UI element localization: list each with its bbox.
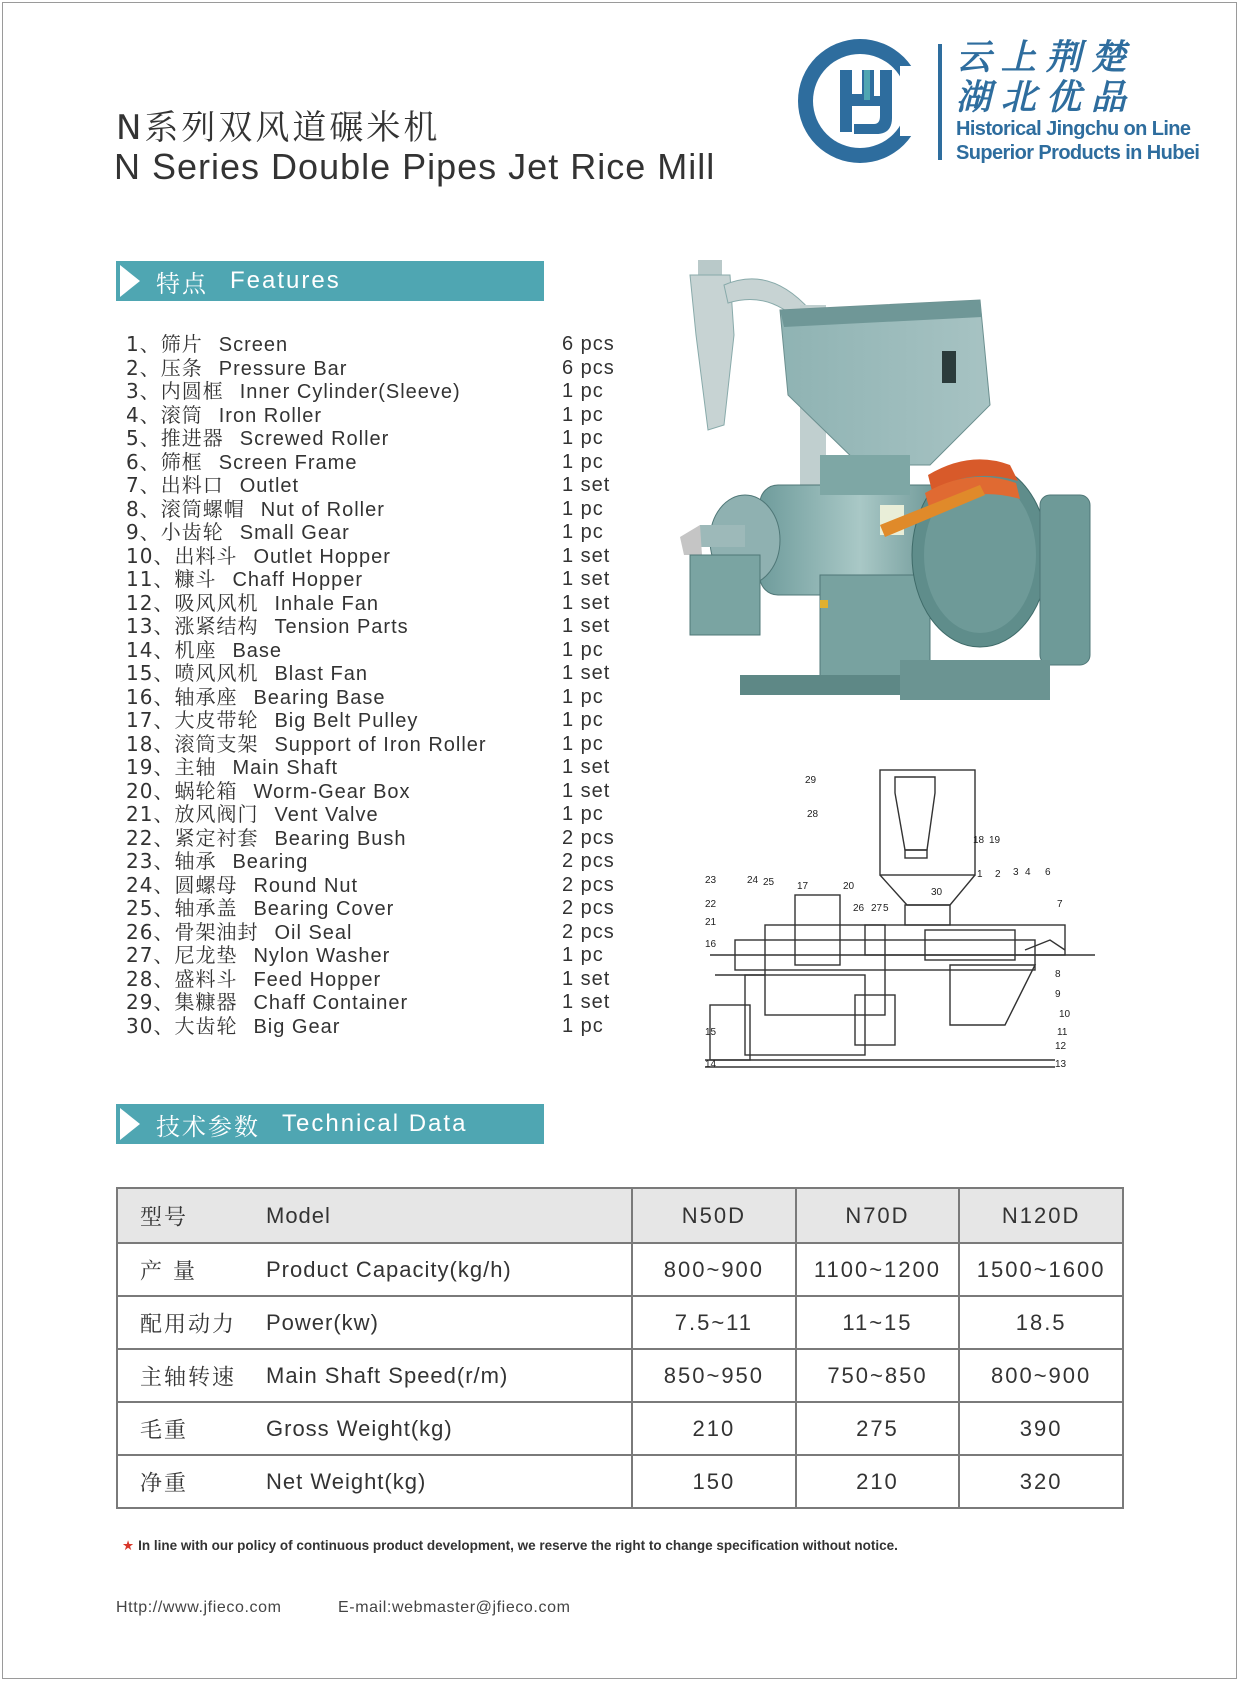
- part-number: 1、: [126, 332, 161, 356]
- list-item: [126, 498, 646, 522]
- part-number: 30、: [126, 1013, 175, 1038]
- diagram-callout: 8: [1055, 969, 1061, 980]
- part-name-cn: 轴承: [174, 849, 217, 873]
- list-item: [126, 545, 646, 569]
- row-label-cn: 主轴转速: [140, 1365, 237, 1390]
- part-quantity: 1 set: [562, 756, 611, 778]
- part-quantity: 1 set: [562, 967, 611, 990]
- list-item: [126, 357, 646, 381]
- part-quantity: 1 set: [562, 544, 611, 567]
- part-name-en: Chaff Container: [253, 992, 409, 1014]
- diagram-callout: 3: [1013, 867, 1019, 878]
- page-title-cn: N系列双风道碾米机: [116, 108, 441, 148]
- list-item: [126, 380, 646, 404]
- part-number: 19、: [126, 755, 175, 779]
- part-name-cn: 出料斗: [174, 543, 238, 568]
- part-number: 18、: [126, 731, 175, 756]
- hj-logo-icon: [792, 36, 932, 166]
- table-row: [117, 1402, 1123, 1455]
- table-cell: 750~850: [796, 1349, 960, 1402]
- list-item: [126, 662, 646, 686]
- part-number: 16、: [126, 684, 175, 709]
- part-name-en: Vent Valve: [274, 804, 379, 826]
- table-cell: 7.5~11: [632, 1296, 795, 1349]
- part-quantity: 6 pcs: [562, 356, 615, 379]
- part-name-en: Outlet Hopper: [253, 545, 391, 568]
- part-name-cn: 滚筒支架: [174, 731, 259, 756]
- row-label-en: Gross Weight(kg): [266, 1415, 453, 1441]
- row-label-en: Net Weight(kg): [266, 1468, 427, 1494]
- list-item: [126, 686, 646, 710]
- part-quantity: 1 pc: [562, 427, 604, 449]
- diagram-callout: 2: [995, 869, 1001, 880]
- part-name-cn: 轴承盖: [174, 896, 238, 920]
- part-number: 13、: [126, 614, 175, 638]
- part-number: 20、: [126, 778, 175, 803]
- part-name-en: Iron Roller: [218, 404, 322, 427]
- part-name-cn: 筛片: [160, 332, 203, 356]
- part-number: 12、: [126, 590, 175, 615]
- rice-mill-machine-image: [680, 255, 1100, 725]
- part-name-cn: 推进器: [160, 426, 224, 450]
- arrow-right-icon: [120, 265, 140, 297]
- part-number: 23、: [126, 849, 175, 873]
- machine-section-diagram: [705, 765, 1105, 1085]
- part-quantity: 1 pc: [562, 944, 604, 966]
- row-label-cn: 型号: [140, 1205, 189, 1230]
- part-number: 2、: [126, 355, 161, 380]
- diagram-callout: 11: [1057, 1027, 1068, 1038]
- part-quantity: 1 pc: [562, 450, 604, 473]
- diagram-callout: 5: [883, 903, 889, 914]
- table-cell: 275: [796, 1402, 960, 1455]
- part-name-en: Inner Cylinder(Sleeve): [239, 381, 461, 403]
- part-number: 3、: [126, 379, 161, 403]
- part-name-cn: 骨架油封: [174, 919, 259, 944]
- part-name-cn: 圆螺母: [174, 872, 238, 897]
- part-name-cn: 大齿轮: [174, 1013, 238, 1038]
- part-quantity: 1 pc: [562, 403, 604, 426]
- list-item: [126, 615, 646, 639]
- diagram-callout: 7: [1057, 899, 1063, 910]
- table-cell: 18.5: [959, 1296, 1123, 1349]
- diagram-callout: 4: [1025, 867, 1031, 878]
- diagram-callout: 9: [1055, 989, 1061, 1000]
- list-item: [126, 897, 646, 921]
- part-quantity: 2 pcs: [562, 826, 615, 849]
- table-row: [117, 1188, 1123, 1243]
- part-number: 14、: [126, 637, 175, 662]
- table-cell: N70D: [796, 1188, 960, 1243]
- list-item: [126, 592, 646, 616]
- row-label-cn: 产 量: [140, 1259, 197, 1284]
- list-item: [126, 944, 646, 968]
- diagram-callout: 15: [705, 1027, 717, 1038]
- table-cell: 850~950: [632, 1349, 795, 1402]
- logo-separator: [938, 44, 942, 160]
- table-cell: 210: [632, 1402, 795, 1455]
- part-number: 22、: [126, 825, 175, 850]
- part-name-en: Outlet: [239, 475, 300, 497]
- table-cell: 1500~1600: [959, 1243, 1123, 1296]
- part-name-cn: 轴承座: [174, 684, 238, 709]
- part-name-cn: 尼龙垫: [174, 943, 238, 967]
- part-name-en: Oil Seal: [274, 921, 353, 944]
- part-quantity: 1 set: [562, 615, 611, 637]
- part-name-cn: 压条: [160, 355, 203, 380]
- arrow-right-icon: [120, 1108, 140, 1140]
- part-name-en: Inhale Fan: [274, 592, 379, 615]
- part-name-en: Bearing Bush: [274, 827, 407, 850]
- list-item: [126, 451, 646, 475]
- list-item: [126, 1015, 646, 1039]
- part-name-en: Blast Fan: [274, 663, 368, 685]
- diagram-callout: 27: [871, 903, 883, 914]
- part-name-cn: 主轴: [174, 755, 217, 779]
- part-number: 27、: [126, 943, 175, 967]
- part-name-en: Tension Parts: [274, 616, 409, 638]
- part-quantity: 1 pc: [562, 685, 604, 708]
- part-number: 21、: [126, 802, 175, 826]
- part-name-en: Bearing: [232, 851, 309, 873]
- row-label-en: Product Capacity(kg/h): [266, 1256, 512, 1282]
- row-label-en: Power(kw): [266, 1309, 379, 1335]
- part-name-cn: 糠斗: [174, 567, 217, 591]
- features-heading: 特点 Features: [116, 261, 544, 301]
- part-quantity: 1 pc: [562, 709, 604, 731]
- row-label-cn: 净重: [140, 1471, 189, 1496]
- diagram-callout: 19: [989, 835, 1001, 846]
- row-label-cn: 配用动力: [140, 1312, 237, 1337]
- diagram-callout: 22: [705, 899, 717, 910]
- part-quantity: 6 pcs: [562, 333, 615, 355]
- list-item: [126, 333, 646, 357]
- footer-website[interactable]: Http://www.jfieco.com: [116, 1599, 282, 1616]
- part-quantity: 1 pc: [562, 380, 604, 402]
- part-quantity: 1 pc: [562, 521, 604, 543]
- part-number: 10、: [126, 543, 175, 568]
- part-number: 17、: [126, 708, 175, 732]
- table-cell: 320: [959, 1455, 1123, 1508]
- part-number: 11、: [126, 567, 175, 591]
- table-row: [117, 1296, 1123, 1349]
- part-name-cn: 放风阀门: [174, 802, 259, 826]
- table-cell: N120D: [959, 1188, 1123, 1243]
- part-number: 4、: [126, 402, 161, 427]
- part-name-en: Bearing Cover: [253, 898, 395, 920]
- diagram-callout: 1: [977, 869, 983, 880]
- part-name-en: Screen Frame: [218, 451, 358, 474]
- diagram-callout: 25: [763, 877, 775, 888]
- table-cell: 390: [959, 1402, 1123, 1455]
- list-item: [126, 968, 646, 992]
- list-item: [126, 521, 646, 545]
- diagram-callout: 14: [705, 1059, 717, 1070]
- part-name-cn: 筛框: [160, 449, 203, 474]
- part-number: 25、: [126, 896, 175, 920]
- part-number: 15、: [126, 661, 175, 685]
- list-item: [126, 780, 646, 804]
- list-item: [126, 850, 646, 874]
- part-name-cn: 紧定衬套: [174, 825, 259, 850]
- parts-list: [126, 333, 646, 1038]
- part-name-en: Pressure Bar: [218, 357, 348, 380]
- part-quantity: 2 pcs: [562, 850, 615, 872]
- list-item: [126, 709, 646, 733]
- diagram-callout: 24: [747, 875, 759, 886]
- part-name-cn: 出料口: [160, 473, 224, 497]
- part-name-en: Round Nut: [253, 874, 359, 897]
- part-name-en: Screwed Roller: [239, 428, 390, 450]
- part-quantity: 1 pc: [562, 732, 604, 755]
- table-row: [117, 1243, 1123, 1296]
- part-quantity: 1 set: [562, 568, 611, 590]
- part-name-cn: 内圆框: [160, 379, 224, 403]
- part-number: 7、: [126, 473, 161, 497]
- part-name-cn: 吸风风机: [174, 590, 259, 615]
- part-name-cn: 盛料斗: [174, 966, 238, 991]
- list-item: [126, 427, 646, 451]
- diagram-callout: 17: [797, 881, 809, 892]
- diagram-callout: 23: [705, 875, 717, 886]
- list-item: [126, 639, 646, 663]
- table-cell: 1100~1200: [796, 1243, 960, 1296]
- spec-change-notice: ★ In line with our policy of continuous product development, we reserve the right to change specification without notice.: [122, 1538, 898, 1553]
- table-cell: 11~15: [796, 1296, 960, 1349]
- part-name-cn: 小齿轮: [160, 520, 224, 544]
- list-item: [126, 474, 646, 498]
- part-name-en: Bearing Base: [253, 686, 386, 709]
- table-row: [117, 1349, 1123, 1402]
- part-name-en: Feed Hopper: [253, 968, 382, 991]
- technical-data-heading: 技术参数 Technical Data: [116, 1104, 544, 1144]
- list-item: [126, 921, 646, 945]
- diagram-callout: 12: [1055, 1041, 1067, 1052]
- list-item: [126, 803, 646, 827]
- part-number: 5、: [126, 426, 161, 450]
- list-item: [126, 733, 646, 757]
- part-name-en: Screen: [218, 334, 289, 356]
- part-quantity: 1 set: [562, 662, 611, 684]
- part-name-en: Chaff Hopper: [232, 569, 364, 591]
- part-number: 9、: [126, 520, 161, 544]
- page-title-en: N Series Double Pipes Jet Rice Mill: [114, 146, 716, 187]
- list-item: [126, 827, 646, 851]
- part-name-en: Small Gear: [239, 522, 350, 544]
- part-number: 6、: [126, 449, 161, 474]
- part-quantity: 1 pc: [562, 803, 604, 825]
- diagram-callout: 29: [805, 775, 817, 786]
- part-name-en: Base: [232, 639, 283, 662]
- table-cell: 210: [796, 1455, 960, 1508]
- diagram-callout: 30: [931, 887, 943, 898]
- diagram-callout: 28: [807, 809, 819, 820]
- part-quantity: 1 set: [562, 991, 611, 1013]
- part-name-en: Big Belt Pulley: [274, 710, 419, 732]
- list-item: [126, 991, 646, 1015]
- part-quantity: 1 set: [562, 591, 611, 614]
- list-item: [126, 404, 646, 428]
- row-label-cn: 毛重: [140, 1418, 189, 1443]
- part-quantity: 1 pc: [562, 1014, 604, 1037]
- technical-data-table: [116, 1187, 1124, 1509]
- part-quantity: 2 pcs: [562, 920, 615, 943]
- part-number: 29、: [126, 990, 175, 1014]
- diagram-callout: 20: [843, 881, 855, 892]
- diagram-callout: 26: [853, 903, 865, 914]
- part-name-cn: 集糠器: [174, 990, 238, 1014]
- part-quantity: 2 pcs: [562, 873, 615, 896]
- part-name-en: Nylon Washer: [253, 945, 391, 967]
- diagram-callout: 6: [1045, 867, 1051, 878]
- part-number: 28、: [126, 966, 175, 991]
- part-quantity: 1 set: [562, 474, 611, 496]
- part-name-cn: 涨紧结构: [174, 614, 259, 638]
- diagram-callout: 18: [973, 835, 985, 846]
- part-name-en: Nut of Roller: [260, 498, 385, 521]
- list-item: [126, 874, 646, 898]
- diagram-callout: 16: [705, 939, 717, 950]
- part-name-cn: 大皮带轮: [174, 708, 259, 732]
- part-quantity: 1 pc: [562, 497, 604, 520]
- table-cell: N50D: [632, 1188, 795, 1243]
- diagram-callout: 21: [705, 917, 717, 928]
- part-name-cn: 滚筒: [160, 402, 203, 427]
- table-row: [117, 1455, 1123, 1508]
- row-label-en: Model: [266, 1202, 331, 1228]
- table-cell: 800~900: [632, 1243, 795, 1296]
- logo-text-en: Historical Jingchu on Line Superior Products in Hubei: [956, 118, 1200, 164]
- part-name-en: Big Gear: [253, 1015, 341, 1038]
- diagram-callout: 13: [1055, 1059, 1067, 1070]
- part-name-en: Worm-Gear Box: [253, 780, 411, 803]
- table-cell: 150: [632, 1455, 795, 1508]
- list-item: [126, 568, 646, 592]
- part-number: 26、: [126, 919, 175, 944]
- part-quantity: 1 pc: [562, 638, 604, 661]
- part-number: 24、: [126, 872, 175, 897]
- part-name-en: Main Shaft: [232, 757, 339, 779]
- diagram-callout: 10: [1059, 1009, 1071, 1020]
- part-name-en: Support of Iron Roller: [274, 733, 487, 756]
- part-name-cn: 滚筒螺帽: [160, 496, 245, 521]
- part-name-cn: 蜗轮箱: [174, 778, 238, 803]
- part-name-cn: 机座: [174, 637, 217, 662]
- part-quantity: 2 pcs: [562, 897, 615, 919]
- part-number: 8、: [126, 496, 161, 521]
- row-label-en: Main Shaft Speed(r/m): [266, 1362, 509, 1388]
- logo-text-cn: 云上荆楚 湖北优品: [956, 38, 1137, 118]
- part-quantity: 1 set: [562, 779, 611, 802]
- footer-email[interactable]: E-mail:webmaster@jfieco.com: [338, 1599, 571, 1616]
- part-name-cn: 喷风风机: [174, 661, 259, 685]
- table-cell: 800~900: [959, 1349, 1123, 1402]
- star-icon: ★: [122, 1538, 135, 1553]
- list-item: [126, 756, 646, 780]
